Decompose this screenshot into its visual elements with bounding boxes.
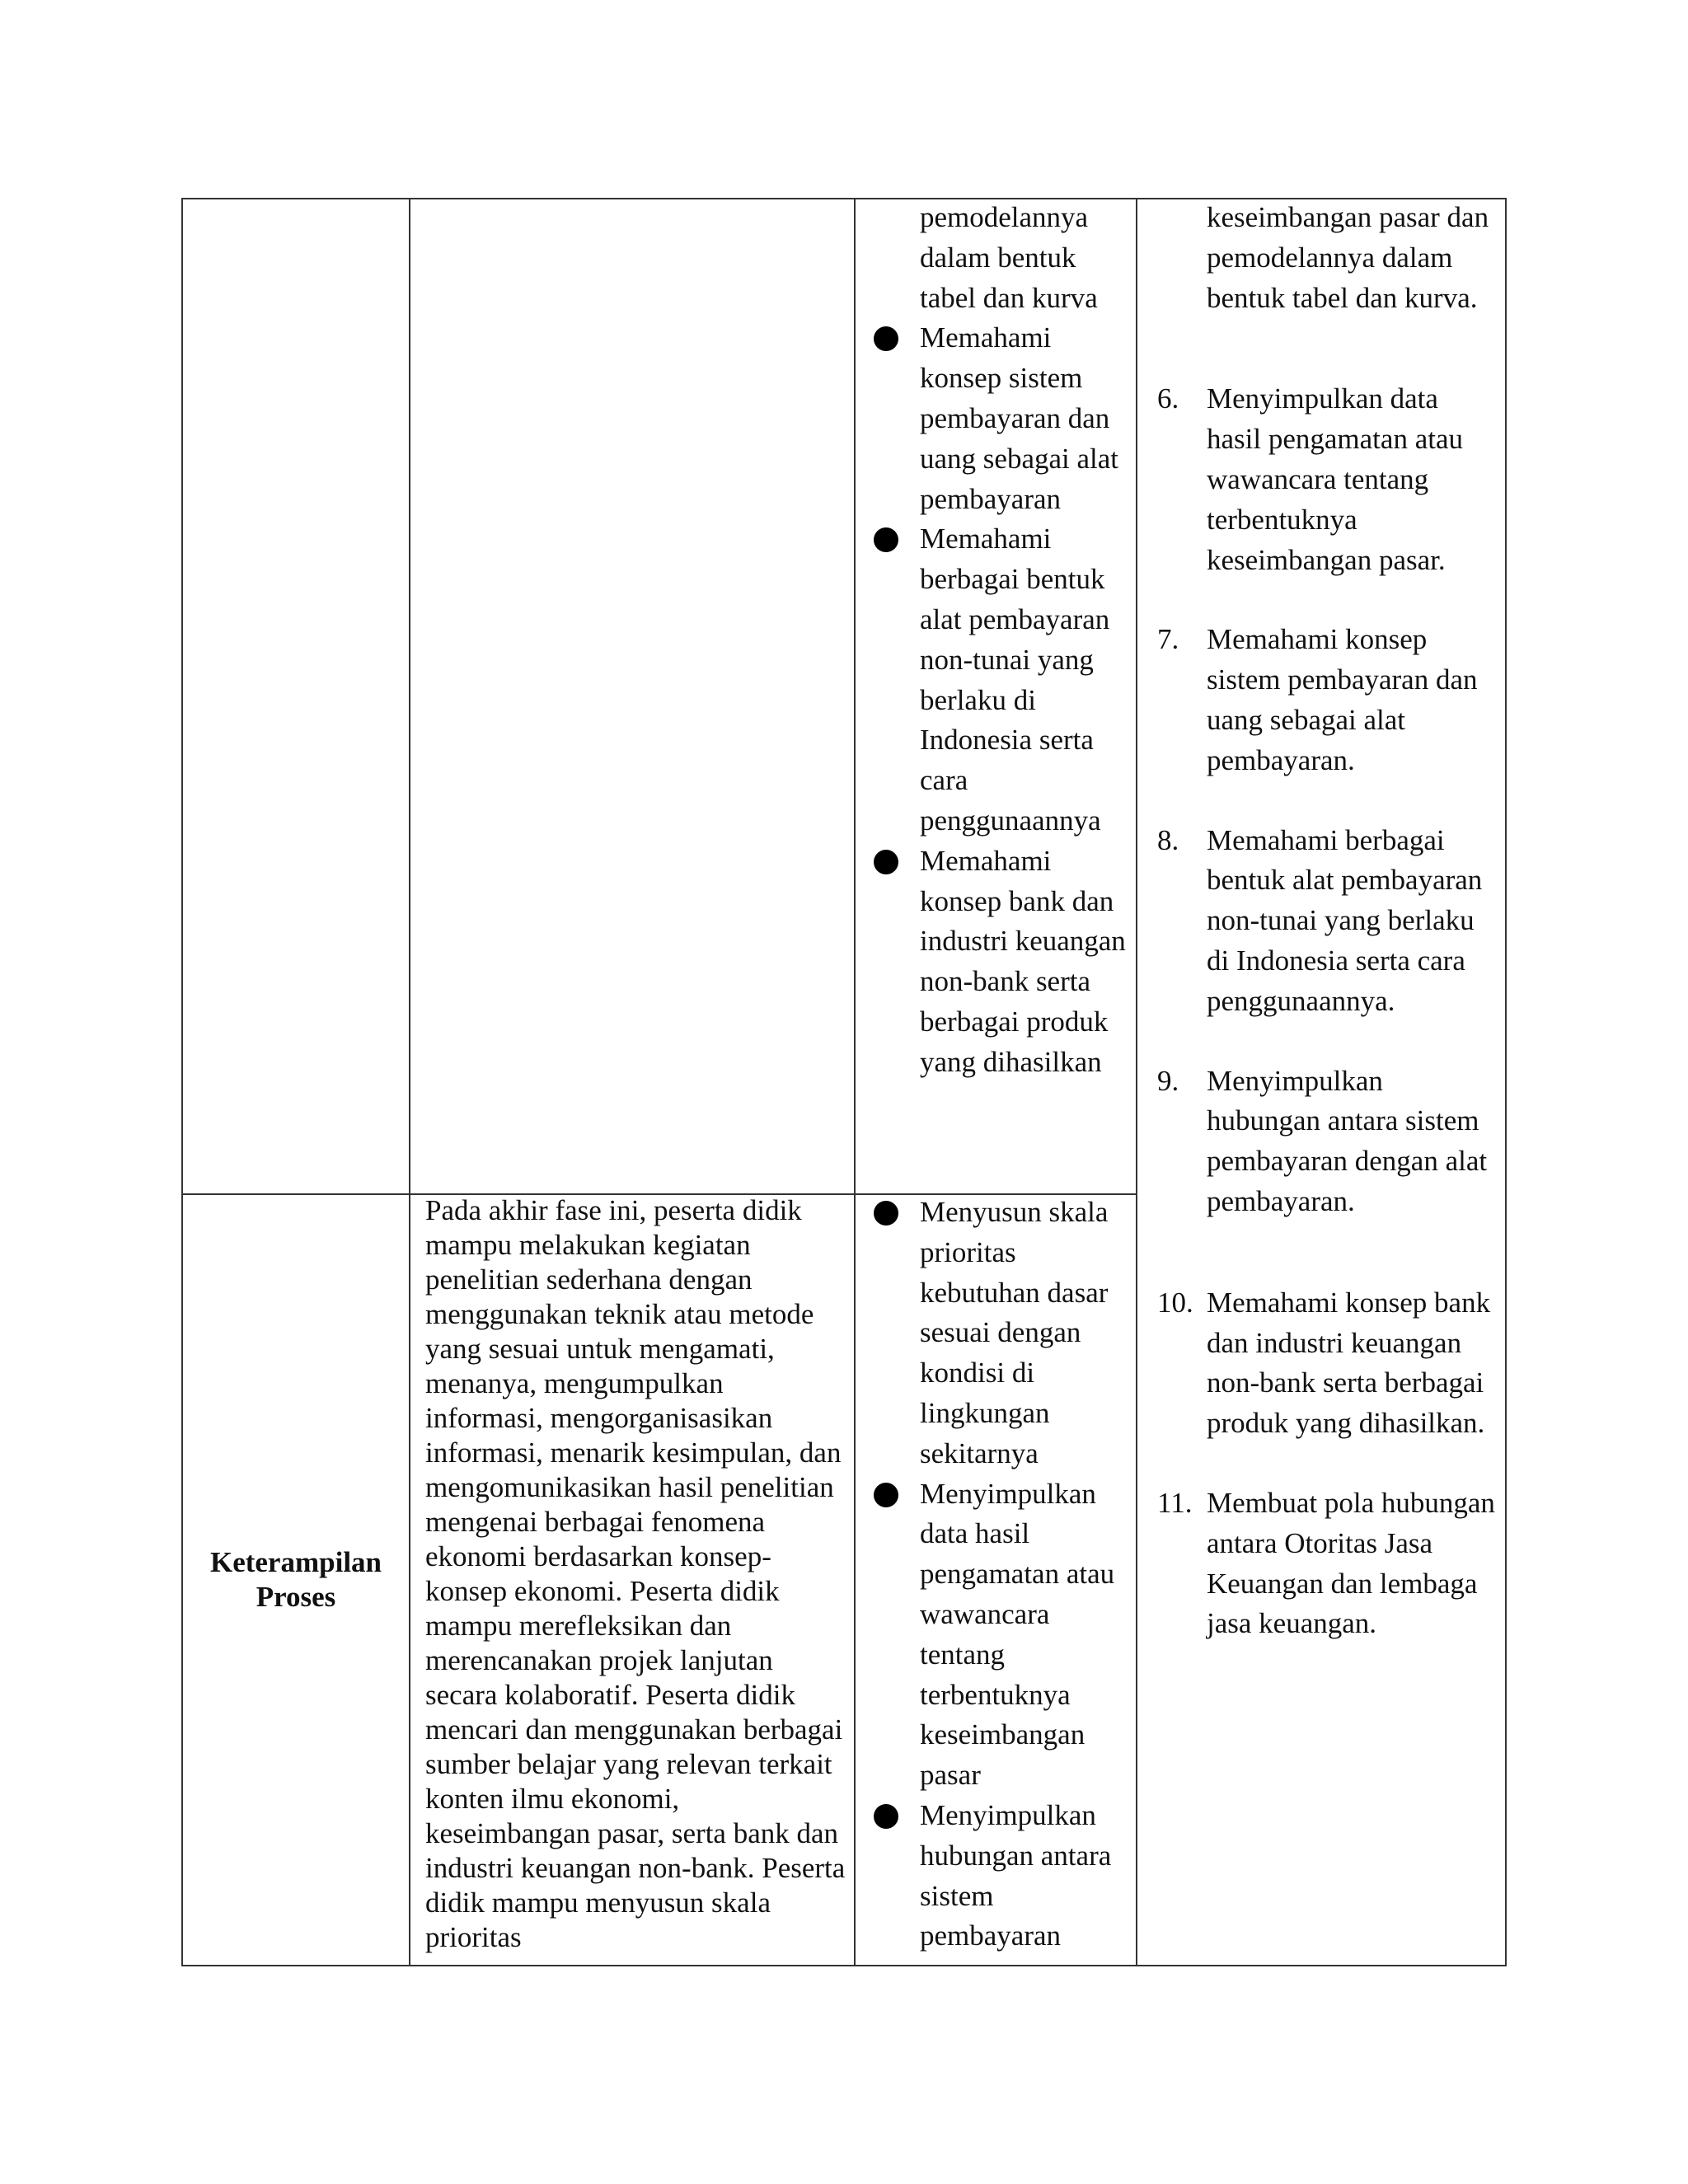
table-border-right — [1505, 198, 1507, 1966]
list-item: Menyimpulkan data hasil pengamatan atau wawancara tentang terbentuknya keseimbangan pasar — [856, 1474, 1136, 1796]
list-item — [1157, 1483, 1497, 1644]
item-number: 11. — [1157, 1486, 1193, 1519]
row2-bullet-list — [856, 1193, 1136, 1957]
list-item: Memahami konsep bank dan industri keuangan non-bank serta berbagai produk yang dihasilkan — [856, 841, 1136, 1083]
row2-col3 — [856, 1193, 1136, 1957]
col4-numbered-list — [1157, 379, 1497, 1644]
description-text: Pada akhir fase ini, peserta didik mampu melakukan kegiatan penelitian sederhana dengan menggunakan teknik atau metode yang sesuai untuk mengamati, menanya, mengumpulkan informasi, mengorganisasikan informasi, menarik kesimpulan, dan mengomunikasikan hasil penelitian mengenai berbagai fenomena ekonomi berdasarkan konsep-konsep ekonomi. Peserta didik mampu merefleksikan dan merencanakan projek lanjutan secara kolaboratif. Peserta didik mencari dan menggunakan berbagai sumber belajar yang relevan terkait konten ilmu ekonomi, keseimbangan pasar, serta bank dan industri keuangan non-bank. Peserta didik mampu menyusun skala prioritas — [425, 1194, 846, 1953]
item-text: Memahami berbagai bentuk alat pembayaran non-tunai yang berlaku di Indonesia serta cara penggunaannya. — [1207, 823, 1483, 1017]
item-text: Membuat pola hubungan antara Otoritas Jasa Keuangan dan lembaga jasa keuangan. — [1207, 1486, 1495, 1640]
row1-col3 — [856, 198, 1136, 1083]
list-item — [1157, 821, 1497, 1022]
item-text: Memahami konsep bank dan industri keuangan non-bank serta berbagai produk yang dihasilkan. — [1207, 1286, 1491, 1440]
item-number: 6. — [1157, 382, 1179, 415]
list-item: Memahami konsep sistem pembayaran dan uang sebagai alat pembayaran — [856, 318, 1136, 519]
list-item — [1157, 620, 1497, 780]
element-label: Keterampilan Proses — [209, 1546, 382, 1613]
item-number: 8. — [1157, 823, 1179, 856]
list-item: Menyusun skala prioritas kebutuhan dasar sesuai dengan kondisi di lingkungan sekitarnya — [856, 1193, 1136, 1474]
continuation-line: tabel dan kurva — [920, 281, 1098, 314]
continuation-line: dalam bentuk — [920, 241, 1076, 274]
table-divider-3 — [1136, 198, 1137, 1966]
row2-description-cell — [425, 1193, 847, 1955]
item-text: Menyimpulkan hubungan antara sistem pembayaran dengan alat pembayaran. — [1207, 1064, 1488, 1217]
item-number: 10. — [1157, 1286, 1193, 1319]
col4-continuation: keseimbangan pasar dan pemodelannya dalam bentuk tabel dan kurva. — [1207, 201, 1489, 314]
col4-cell — [1157, 198, 1497, 1644]
table-divider-1 — [409, 198, 410, 1966]
list-item: Menyimpulkan hubungan antara sistem pembayaran — [856, 1796, 1136, 1957]
table-border-bottom — [181, 1965, 1507, 1966]
item-text: Menyimpulkan data hasil pengamatan atau wawancara tentang terbentuknya keseimbangan pasar. — [1207, 382, 1463, 576]
list-item — [1157, 1283, 1497, 1444]
row1-bullet-list — [856, 318, 1136, 1082]
row2-label-cell — [183, 1195, 409, 1965]
continuation-line: pemodelannya — [920, 201, 1089, 233]
list-item — [1157, 1062, 1497, 1222]
item-number: 7. — [1157, 623, 1179, 656]
list-item — [1157, 379, 1497, 580]
list-item: Memahami berbagai bentuk alat pembayaran non-tunai yang berlaku di Indonesia serta cara penggunaannya — [856, 519, 1136, 841]
item-text: Memahami konsep sistem pembayaran dan uang sebagai alat pembayaran. — [1207, 623, 1478, 776]
item-number: 9. — [1157, 1064, 1179, 1097]
